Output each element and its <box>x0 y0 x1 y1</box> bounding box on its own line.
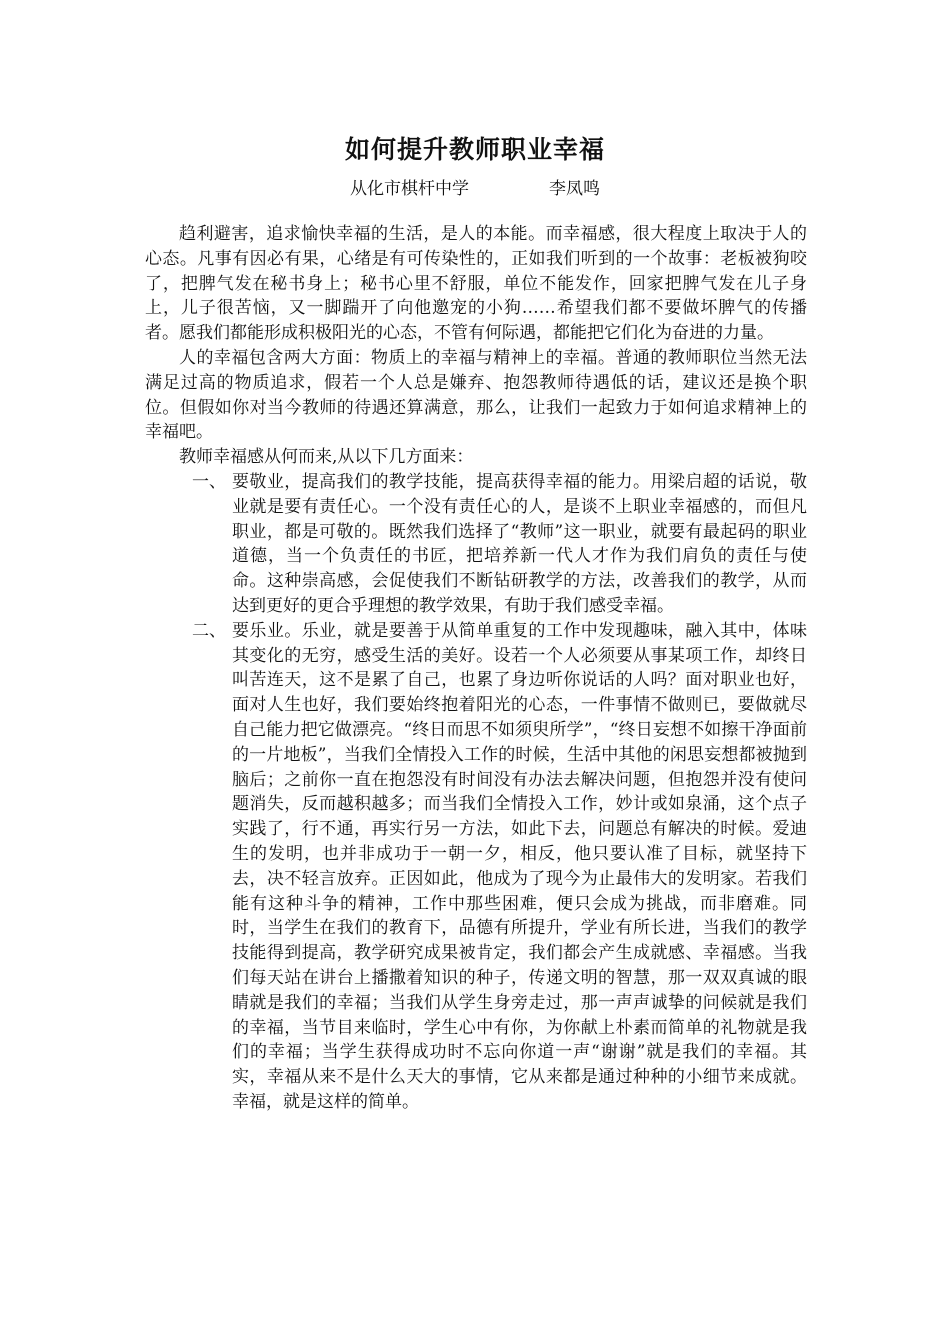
list-item <box>145 619 807 1115</box>
paragraph: 趋利避害，追求愉快幸福的生活，是人的本能。而幸福感，很大程度上取决于人的心态。凡事有因必有果，心绪是有可传染性的，正如我们听到的一个故事：老板被狗咬了，把脾气发在秘书身上；秘书心里不舒服，单位不能发作，回家把脾气发在儿子身上，儿子很苦恼，又一脚踹开了向他邀宠的小狗……希望我们都不要做坏脾气的传播者。愿我们都能形成积极阳光的心态，不管有何际遇，都能把它们化为奋进的力量。 <box>145 224 807 344</box>
byline <box>0 174 950 199</box>
list-item-number: 二、 <box>192 620 226 641</box>
list-item <box>145 470 807 619</box>
article-body <box>145 222 807 1115</box>
list-item-text: 要乐业。乐业，就是要善于从简单重复的工作中发现趣味，融入其中，体味其变化的无穷，感受生活的美好。设若一个人必须要从事某项工作，却终日叫苦连天，这不是累了自己，也累了身边听你说话的人吗？面对职业也好，面对人生也好，我们要始终抱着阳光的心态，一件事情不做则已，要做就尽自己能力把它做漂亮。“终日而思不如须臾所学”，“终日妄想不如擦干净面前的一片地板”，当我们全情投入工作的时候，生活中其他的闲思妄想都被抛到脑后；之前你一直在抱怨没有时间没有办法去解决问题，但抱怨并没有使问题消失，反而越积越多；而当我们全情投入工作，妙计或如泉涌，这个点子实践了，行不通，再实行另一方法，如此下去，问题总有解决的时候。爱迪生的发明，也并非成功于一朝一夕，相反，他只要认准了目标，就坚持下去，决不轻言放弃。正因如此，他成为了现今为止最伟大的发明家。若我们能有这种斗争的精神，工作中那些困难，便只会成为挑战，而非磨难。同时，当学生在我们的教育下，品德有所提升，学业有所长进，当我们的教学技能得到提高，教学研究成果被肯定，我们都会产生成就感、幸福感。当我们每天站在讲台上播撒着知识的种子，传递文明的智慧，那一双双真诚的眼睛就是我们的幸福；当我们从学生身旁走过，那一声声诚挚的问候就是我们的幸福，当节目来临时，学生心中有你，为你献上朴素而简单的礼物就是我们的幸福；当学生获得成功时不忘向你道一声“谢谢”就是我们的幸福。其实，幸福从来不是什么天大的事情，它从来都是通过种种的小细节来成就。幸福，就是这样的简单。 <box>232 620 807 1112</box>
page-title: 如何提升教师职业幸福 <box>344 135 605 164</box>
author-name: 李凤鸣 <box>549 179 600 199</box>
list-item-text: 要敬业，提高我们的教学技能，提高获得幸福的能力。用梁启超的话说，敬业就是要有责任心。一个没有责任心的人，是谈不上职业幸福感的，而但凡职业，都是可敬的。既然我们选择了“教师”这一职业，就要有最起码的职业道德，当一个负责任的书匠，把培养新一代人才作为我们肩负的责任与使命。这种崇高感，会促使我们不断钻研教学的方法，改善我们的教学，从而达到更好的更合乎理想的教学效果，有助于我们感受幸福。 <box>232 471 807 616</box>
school-name: 从化市棋杆中学 <box>350 179 469 199</box>
paragraph: 教师幸福感从何而来,从以下几方面来： <box>179 447 474 468</box>
paragraph: 人的幸福包含两大方面：物质上的幸福与精神上的幸福。普通的教师职位当然无法满足过高的物质追求，假若一个人总是嫌弃、抱怨教师待遇低的话，建议还是换个职位。但假如你对当今教师的待遇还算满意，那么，让我们一起致力于如何追求精神上的幸福吧。 <box>145 347 807 443</box>
list-item-number: 一、 <box>192 471 226 492</box>
